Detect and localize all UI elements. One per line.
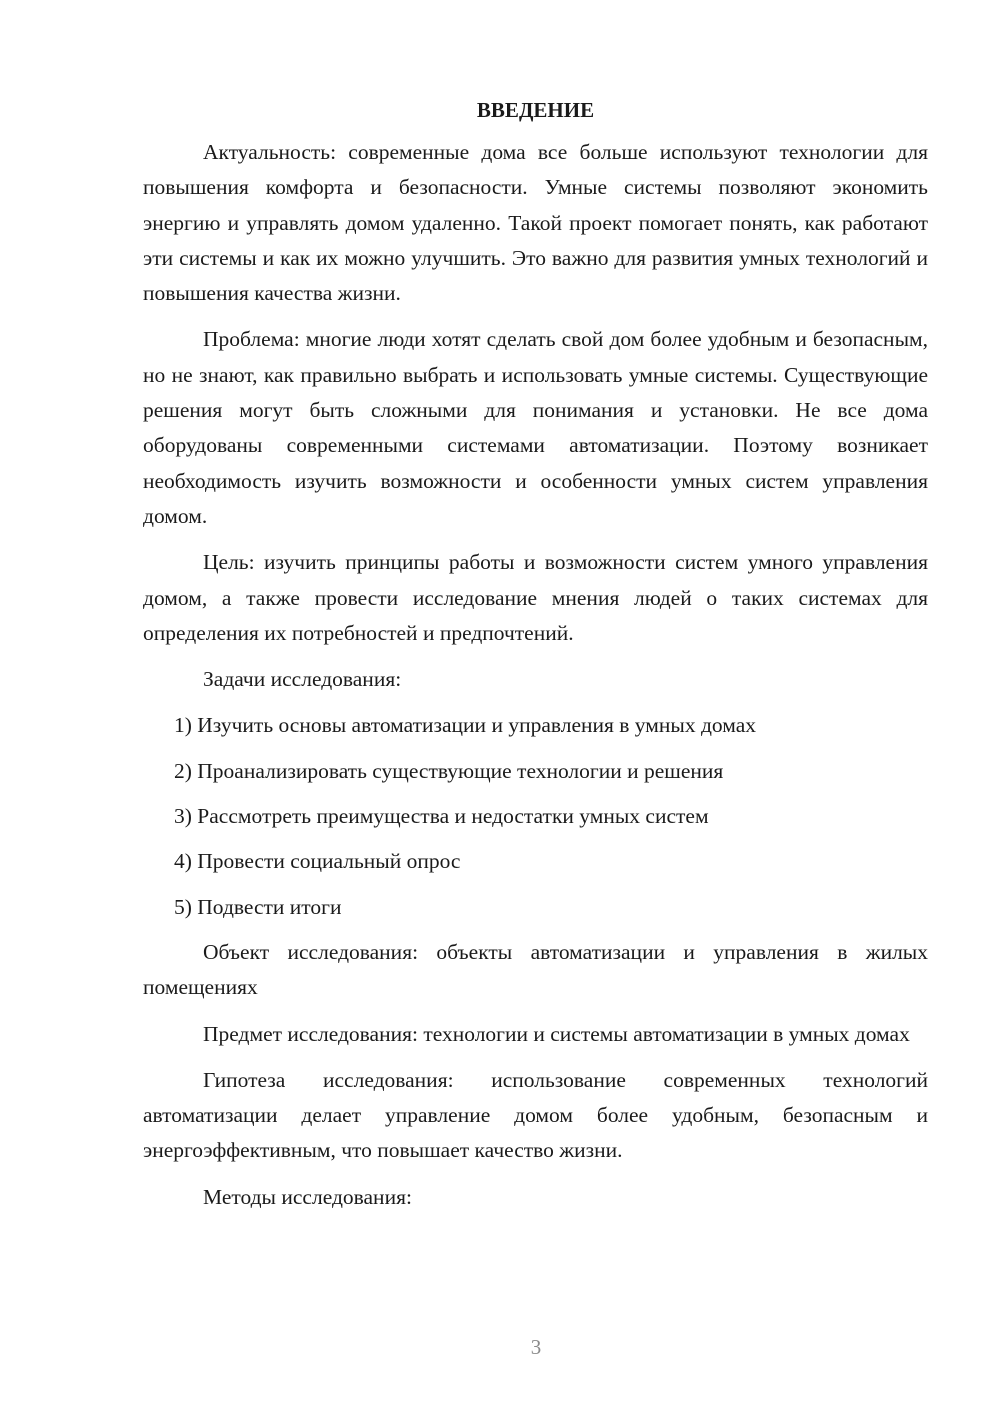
paragraph-goal: Цель: изучить принципы работы и возможности систем умного управления домом, а также провести исследование мнения людей о таких системах для определения их потребностей и предпочтений. [143,550,928,645]
list-item-task-1: 1) Изучить основы автоматизации и управления в умных домах [174,713,756,738]
list-item-task-2: 2) Проанализировать существующие технологии и решения [174,758,724,783]
paragraph-hypothesis: Гипотеза исследования: использование современных технологий автоматизации делает управление домом более удобным, безопасным и энергоэффективным, что повышает качество жизни. [143,1067,928,1163]
tasks-list [143,708,928,924]
list-item-task-4: 4) Провести социальный опрос [174,849,461,874]
list-item-task-5: 5) Подвести итоги [174,894,342,919]
page-number: 3 [530,1335,542,1359]
paragraph-problem: Проблема: многие люди хотят сделать свой дом более удобным и безопасным, но не знают, как правильно выбрать и использовать умные системы. Существующие решения могут быть сложными для понимания и установки. Не все дома оборудованы современными системами автоматизации. Поэтому возникает необходимость изучить возможности и особенности умных систем управления домом. [143,327,928,528]
paragraph-object: Объект исследования: объекты автоматизации и управления в жилых помещениях [143,939,928,1000]
list-item-task-3: 3) Рассмотреть преимущества и недостатки умных систем [174,804,709,829]
paragraph-subject: Предмет исследования: технологии и системы автоматизации в умных домах [203,1021,910,1046]
tasks-title: Задачи исследования: [203,667,402,692]
section-heading: ВВЕДЕНИЕ [476,98,595,122]
paragraph-relevance: Актуальность: современные дома все больше используют технологии для повышения комфорта и безопасности. Умные системы позволяют экономить энергию и управлять домом удаленно. Такой проект помогает понять, как работают эти системы и как их можно улучшить. Это важно для развития умных технологий и повышения качества жизни. [143,140,928,306]
methods-title: Методы исследования: [203,1184,412,1209]
page-content [143,93,928,1226]
